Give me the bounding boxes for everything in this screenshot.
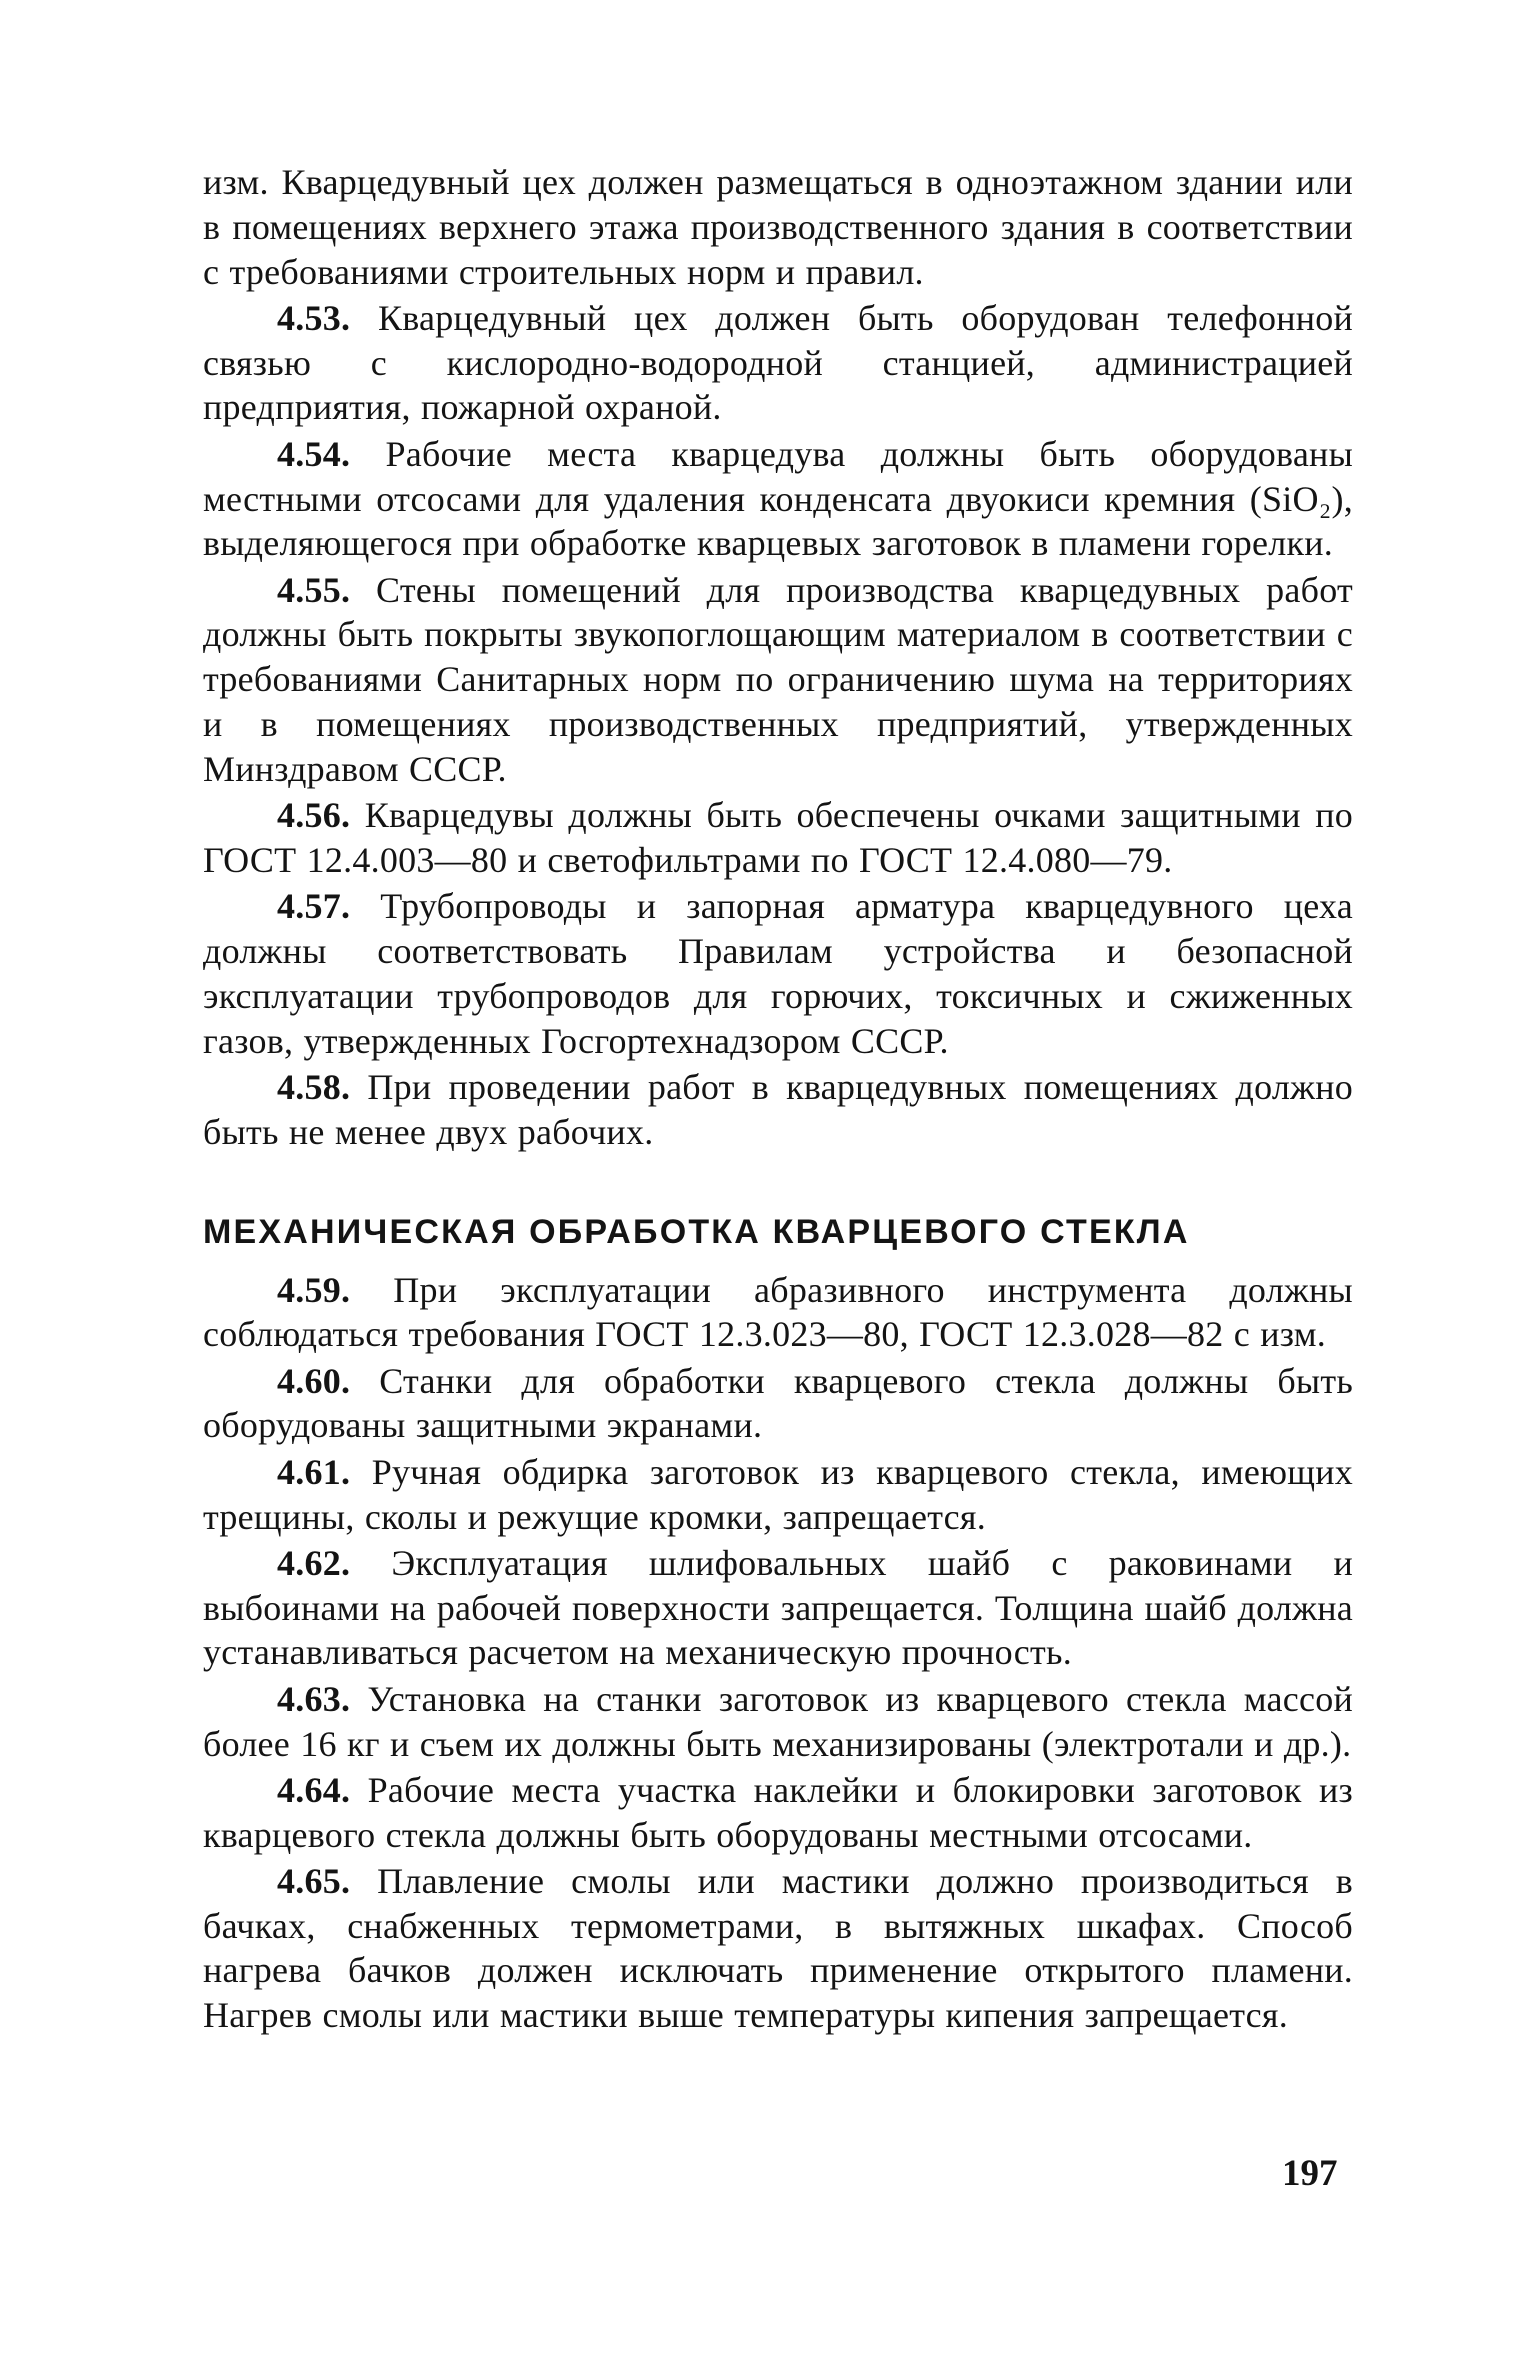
clause-number: 4.57. — [277, 886, 351, 927]
clause-number: 4.53. — [277, 297, 351, 338]
paragraph-4-64: 4.64. Рабочие места участка наклейки и блокировки заготовок из кварцевого стекла должны быть оборудованы местными отсосами. — [203, 1769, 1353, 1855]
paragraph-4-57: 4.57. Трубопроводы и запорная арматура кварцедувного цеха должны соответствовать Правилам устройства и безопасной эксплуатации трубопроводов для горючих, токсичных и сжиженных газов, утвержденных Госгортехнадзором СССР. — [203, 886, 1354, 1061]
page-number: 197 — [1282, 2153, 1338, 2194]
paragraph-4-60: 4.60. Станки для обработки кварцевого стекла должны быть оборудованы защитными экранами. — [203, 1360, 1354, 1446]
paragraph-4-53: 4.53. Кварцедувный цех должен быть оборудован телефонной связью с кислородно-водородной станцией, администрацией предприятия, пожарной охраной. — [203, 297, 1353, 428]
clause-number: 4.54. — [277, 433, 351, 474]
paragraph-4-56: 4.56. Кварцедувы должны быть обеспечены очками защитными по ГОСТ 12.4.003—80 и светофильтрами по ГОСТ 12.4.080—79. — [203, 795, 1354, 880]
paragraph-4-62: 4.62. Эксплуатация шлифовальных шайб с раковинами и выбоинами на рабочей поверхности запрещается. Толщина шайб должна устанавливаться расчетом на механическую прочность. — [203, 1542, 1353, 1673]
clause-number: 4.61. — [277, 1451, 351, 1492]
paragraph-4-61: 4.61. Ручная обдирка заготовок из кварцевого стекла, имеющих трещины, сколы и режущие кромки, запрещается. — [203, 1451, 1354, 1537]
clause-number: 4.65. — [277, 1860, 351, 1901]
paragraph-4-58: 4.58. При проведении работ в кварцедувных помещениях должно быть не менее двух рабочих. — [203, 1066, 1353, 1152]
clause-number: 4.60. — [277, 1360, 351, 1401]
clause-number: 4.56. — [277, 795, 351, 836]
page-body — [203, 160, 1353, 2040]
paragraph-4-65: 4.65. Плавление смолы или мастики должно производиться в бачках, снабженных термометрами, в вытяжных шкафах. Способ нагрева бачков должен исключать применение открытого пламени. Нагрев смолы или мастики выше температуры кипения запрещается. — [203, 1860, 1354, 2036]
paragraph-4-63: 4.63. Установка на станки заготовок из кварцевого стекла массой более 16 кг и съем их должны быть механизированы (электротали и др.). — [203, 1678, 1354, 1764]
paragraph-4-59: 4.59. При эксплуатации абразивного инструмента должны соблюдаться требования ГОСТ 12.3.023—80, ГОСТ 12.3.028—82 с изм. — [203, 1269, 1353, 1355]
clause-number: 4.64. — [277, 1769, 351, 1810]
clause-number: 4.59. — [277, 1269, 351, 1310]
paragraph-continuation: изм. Кварцедувный цех должен размещаться в одноэтажном здании или в помещениях верхнего этажа производственного здания в соответствии с требованиями строительных норм и правил. — [203, 162, 1353, 292]
clause-number: 4.58. — [277, 1066, 351, 1107]
paragraph-4-54: 4.54. Рабочие места кварцедува должны быть оборудованы местными отсосами для удаления конденсата двуокиси кремния (SiO₂), выделяющегося при обработке кварцевых заготовок в пламени горелки. — [203, 433, 1354, 564]
clause-number: 4.63. — [277, 1678, 351, 1719]
paragraph-4-55: 4.55. Стены помещений для производства кварцедувных работ должны быть покрыты звукопоглощающим материалом в соответствии с требованиями Санитарных норм по ограничению шума на территориях и в помещениях производственных предприятий, утвержденных Минздравом СССР. — [203, 569, 1353, 789]
clause-number: 4.62. — [277, 1542, 351, 1583]
clause-number: 4.55. — [277, 569, 351, 610]
section-heading: МЕХАНИЧЕСКАЯ ОБРАБОТКА КВАРЦЕВОГО СТЕКЛА — [203, 1212, 1190, 1251]
